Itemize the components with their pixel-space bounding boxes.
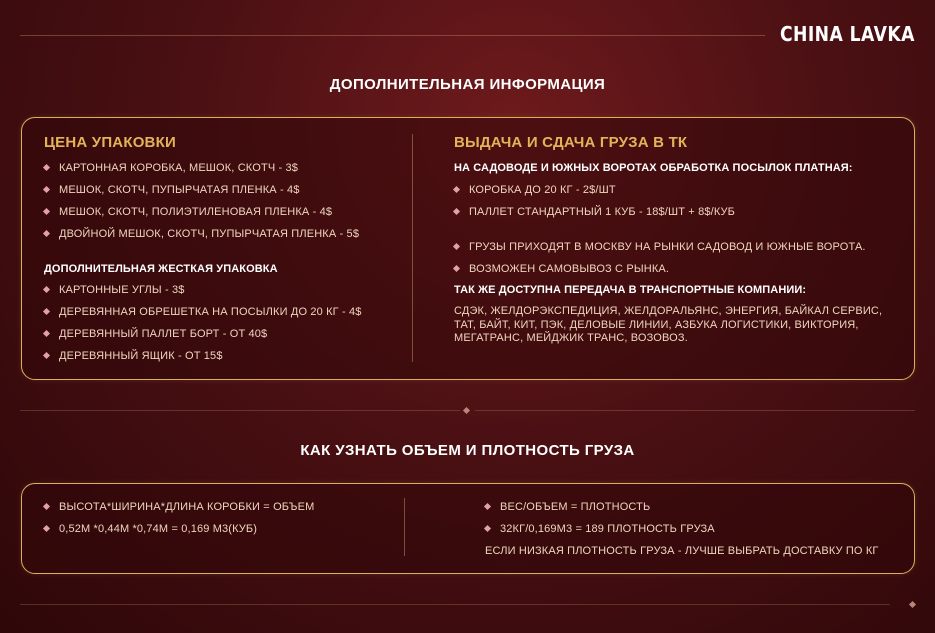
list-item: ДЕРЕВЯННЫЙ ПАЛЛЕТ БОРТ - ОТ 40$ bbox=[44, 328, 267, 340]
bullet-diamond-icon bbox=[453, 208, 460, 215]
bullet-diamond-icon bbox=[43, 503, 50, 510]
bullet-diamond-icon bbox=[453, 265, 460, 272]
section-title-additional-info: ДОПОЛНИТЕЛЬНАЯ ИНФОРМАЦИЯ bbox=[329, 76, 606, 93]
bullet-diamond-icon bbox=[43, 208, 50, 215]
transport-companies-subheading: ТАК ЖЕ ДОСТУПНА ПЕРЕДАЧА В ТРАНСПОРТНЫЕ КОМПАНИИ: bbox=[454, 284, 807, 296]
brand-logo[interactable]: CHINA LAVKA bbox=[780, 22, 915, 46]
list-item: 0,52М *0,44М *0,74М = 0,169 М3(КУБ) bbox=[44, 523, 257, 535]
list-item: 32КГ/0,169М3 = 189 ПЛОТНОСТЬ ГРУЗА bbox=[485, 523, 715, 535]
list-item: ПАЛЛЕТ СТАНДАРТНЫЙ 1 КУБ - 18$/ШТ + 8$/КУБ bbox=[454, 206, 735, 218]
list-item: ВЕС/ОБЪЕМ = ПЛОТНОСТЬ bbox=[485, 501, 650, 513]
delivery-heading: ВЫДАЧА И СДАЧА ГРУЗА В ТК bbox=[454, 134, 688, 151]
bullet-diamond-icon bbox=[43, 352, 50, 359]
packaging-heading: ЦЕНА УПАКОВКИ bbox=[44, 134, 176, 151]
separator-diamond-icon bbox=[463, 407, 470, 414]
list-item: ДЕРЕВЯННАЯ ОБРЕШЕТКА НА ПОСЫЛКИ ДО 20 КГ - 4$ bbox=[44, 306, 362, 318]
transport-companies-list: СДЭК, ЖЕЛДОРЭКСПЕДИЦИЯ, ЖЕЛДОРАЛЬЯНС, ЭНЕРГИЯ, БАЙКАЛ СЕРВИС, ТАТ, БАЙТ, КИТ, ПЭК, ДЕЛОВЫЕ ЛИНИИ, АЗБУКА ЛОГИСТИКИ, ВИКТОРИЯ, МЕГАТРАНС, МЕЙДЖИК ТРАНС, ВОЗОВОЗ. bbox=[454, 305, 883, 344]
section-separator-right bbox=[475, 410, 915, 411]
bullet-diamond-icon bbox=[43, 525, 50, 532]
list-item: МЕШОК, СКОТЧ, ПУПЫРЧАТАЯ ПЛЕНКА - 4$ bbox=[44, 184, 300, 196]
card-column-divider bbox=[412, 134, 413, 362]
header-divider bbox=[20, 35, 765, 36]
card-column-divider bbox=[404, 498, 405, 556]
bullet-diamond-icon bbox=[43, 308, 50, 315]
density-note: ЕСЛИ НИЗКАЯ ПЛОТНОСТЬ ГРУЗА - ЛУЧШЕ ВЫБРАТЬ ДОСТАВКУ ПО КГ bbox=[485, 545, 879, 557]
bullet-diamond-icon bbox=[43, 286, 50, 293]
delivery-fee-subheading: НА САДОВОДЕ И ЮЖНЫХ ВОРОТАХ ОБРАБОТКА ПОСЫЛОК ПЛАТНАЯ: bbox=[454, 162, 853, 174]
bottom-separator bbox=[20, 604, 890, 605]
bullet-diamond-icon bbox=[43, 330, 50, 337]
list-item: ДЕРЕВЯННЫЙ ЯЩИК - ОТ 15$ bbox=[44, 350, 223, 362]
bullet-diamond-icon bbox=[484, 503, 491, 510]
bullet-diamond-icon bbox=[453, 186, 460, 193]
rigid-packaging-heading: ДОПОЛНИТЕЛЬНАЯ ЖЕСТКАЯ УПАКОВКА bbox=[44, 263, 278, 275]
list-item: ДВОЙНОЙ МЕШОК, СКОТЧ, ПУПЫРЧАТАЯ ПЛЕНКА - 5$ bbox=[44, 228, 359, 240]
list-item: КОРОБКА ДО 20 КГ - 2$/ШТ bbox=[454, 184, 616, 196]
section-title-volume-density: КАК УЗНАТЬ ОБЪЕМ И ПЛОТНОСТЬ ГРУЗА bbox=[300, 442, 635, 459]
bullet-diamond-icon bbox=[453, 243, 460, 250]
list-item: ВЫСОТА*ШИРИНА*ДЛИНА КОРОБКИ = ОБЪЕМ bbox=[44, 501, 314, 513]
list-item: КАРТОННЫЕ УГЛЫ - 3$ bbox=[44, 284, 185, 296]
bullet-diamond-icon bbox=[484, 525, 491, 532]
bullet-diamond-icon bbox=[43, 186, 50, 193]
list-item: ГРУЗЫ ПРИХОДЯТ В МОСКВУ НА РЫНКИ САДОВОД И ЮЖНЫЕ ВОРОТА. bbox=[454, 241, 866, 253]
list-item: КАРТОННАЯ КОРОБКА, МЕШОК, СКОТЧ - 3$ bbox=[44, 162, 298, 174]
list-item: МЕШОК, СКОТЧ, ПОЛИЭТИЛЕНОВАЯ ПЛЕНКА - 4$ bbox=[44, 206, 332, 218]
bullet-diamond-icon bbox=[43, 164, 50, 171]
list-item: ВОЗМОЖЕН САМОВЫВОЗ С РЫНКА. bbox=[454, 263, 669, 275]
separator-diamond-icon bbox=[909, 601, 916, 608]
section-separator-left bbox=[20, 410, 460, 411]
bullet-diamond-icon bbox=[43, 230, 50, 237]
